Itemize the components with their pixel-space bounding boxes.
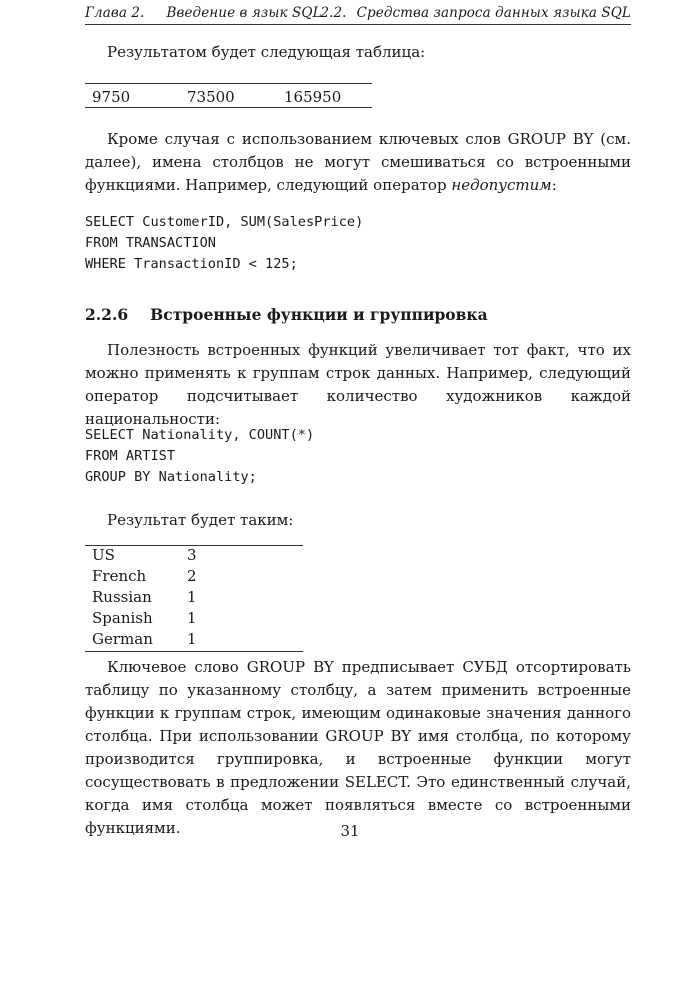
table-cell: 1 [187,630,197,648]
table-cell: 3 [187,546,197,564]
table-cell: 165950 [284,88,342,106]
chapter-label: Глава 2. [85,5,145,21]
paragraph-group-by-note [85,128,631,197]
code-line: WHERE TransactionID < 125; [85,256,298,272]
result-text: Результат будет таким: [107,511,294,529]
table-row [85,84,372,108]
code-block-1 [85,212,363,275]
header-chapter [85,5,322,21]
running-header [85,4,631,25]
table-row [85,630,303,652]
table-row [85,588,303,609]
table-cell: 2 [187,567,197,585]
header-section [320,5,631,21]
table-row [85,609,303,630]
paragraph-usefulness: Полезность встроенных функций увеличивает тот факт, что их можно применять к группам строк данных. Например, следующий оператор подсчитывает количество художников каждой национальности: [85,341,631,428]
table-row [85,567,303,588]
table-row [85,546,303,568]
code-block-2 [85,425,314,488]
table-cell: 73500 [187,88,235,106]
code-line: GROUP BY Nationality; [85,469,257,485]
paragraph-text-end: : [551,176,557,194]
table-cell: Russian [92,588,152,606]
paragraph-final: Ключевое слово GROUP BY предписывает СУБД отсортировать таблицу по указанному столбцу, а затем применить встроенные функции к группам строк, имеющим одинаковые значения данного столбца. При использовании GROUP BY имя столбца, по которому производится группировка, и встроенные функции могут сосуществовать в предложении SELECT. Это единственный случай, когда имя столбца может появляться вместе со встроенными функциями. [85,658,631,837]
result-table-1 [85,83,372,108]
section-heading-title: Встроенные функции и группировка [150,305,488,324]
table-cell: 1 [187,588,197,606]
section-heading [85,305,488,324]
chapter-title: Введение в язык SQL [166,5,322,21]
table-cell: German [92,630,153,648]
table-cell: French [92,567,147,585]
code-line: FROM ARTIST [85,448,176,464]
code-line: SELECT CustomerID, SUM(SalesPrice) [85,214,364,230]
section-label: 2.2. [320,5,347,21]
result-table-2 [85,545,303,652]
code-line: FROM TRANSACTION [85,235,216,251]
table-cell: Spanish [92,609,153,627]
paragraph-text: Кроме случая с использованием ключевых слов GROUP BY (см. далее), имена столбцов не могут смешиваться со встроенными функциями. Например, следующий оператор [85,130,631,194]
section-title: Средства запроса данных языка SQL [356,5,631,21]
code-line: SELECT Nationality, COUNT(*) [85,427,315,443]
intro-result-text: Результатом будет следующая таблица: [107,43,426,61]
page-number: 31 [340,822,360,840]
table-cell: 1 [187,609,197,627]
table-cell: US [92,546,115,564]
emphasis-text: недопустим [451,176,552,194]
section-number: 2.2.6 [85,305,129,324]
table-cell: 9750 [92,88,131,106]
